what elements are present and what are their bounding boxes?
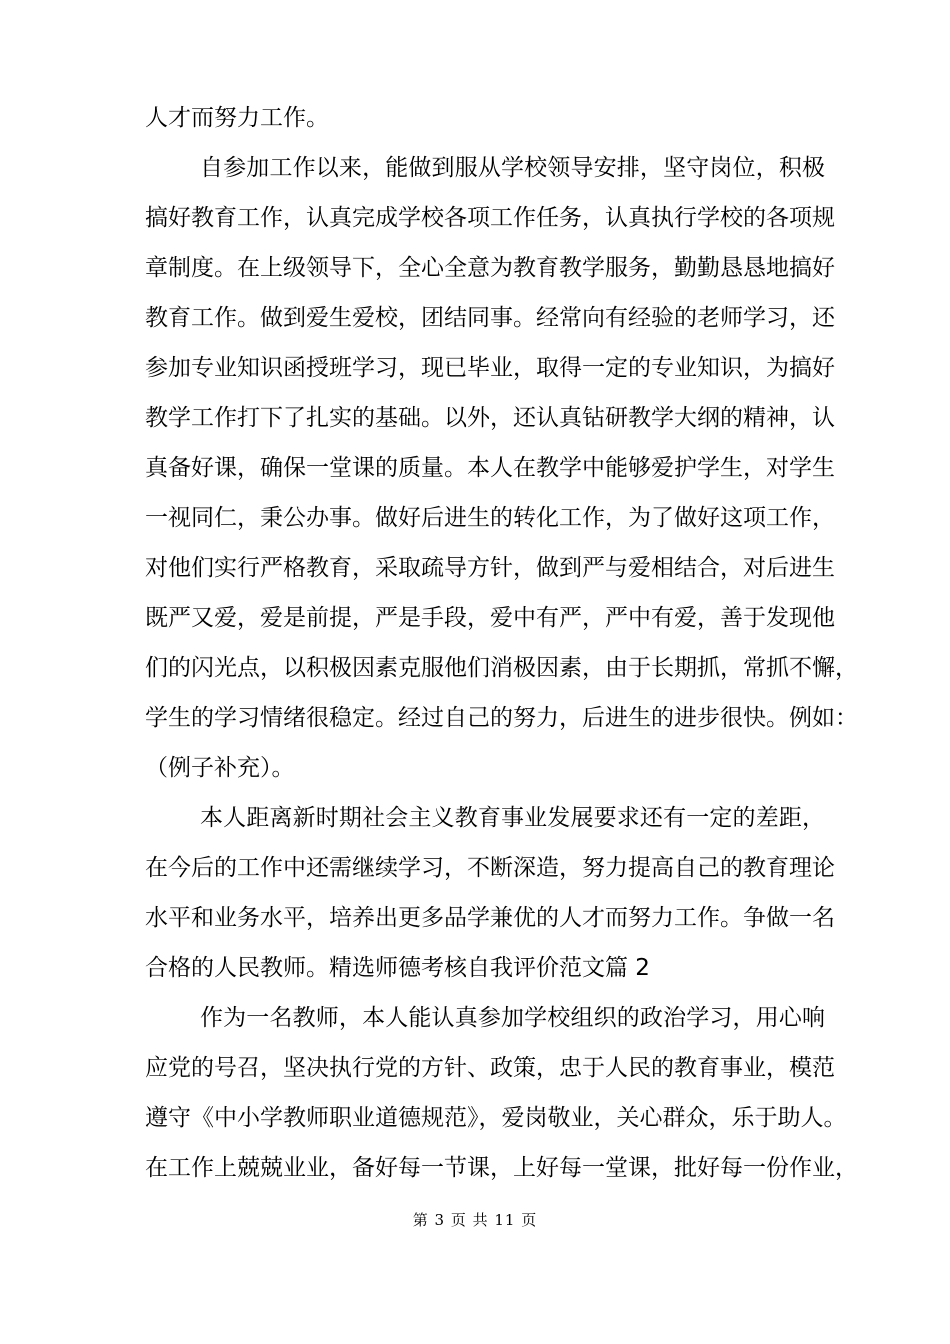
text-line: 在今后的工作中还需继续学习，不断深造，努力提高自己的教育理论 (145, 855, 835, 881)
text-line: 搞好教育工作，认真完成学校各项工作任务，认真执行学校的各项规 (145, 205, 835, 231)
text-line: 在工作上兢兢业业，备好每一节课，上好每一堂课，批好每一份作业， (145, 1155, 858, 1181)
text-line: 遵守《中小学教师职业道德规范》，爱岗敬业，关心群众，乐于助人。 (145, 1105, 847, 1131)
paragraph-start-line: 本人距离新时期社会主义教育事业发展要求还有一定的差距， (200, 805, 825, 831)
text-line: 人才而努力工作。 (145, 105, 329, 131)
text-line: 合格的人民教师。精选师德考核自我评价范文篇 2 (145, 955, 650, 981)
text-line: 既严又爱，爱是前提，严是手段，爱中有严，严中有爱，善于发现他 (145, 605, 835, 631)
text-line: 教育工作。做到爱生爱校，团结同事。经常向有经验的老师学习，还 (145, 305, 835, 331)
text-line: （例子补充）。 (145, 755, 295, 781)
text-line: 对他们实行严格教育，采取疏导方针，做到严与爱相结合，对后进生 (145, 555, 835, 581)
page-number-footer: 第 3 页 共 11 页 (412, 1211, 538, 1229)
text-line: 们的闪光点，以积极因素克服他们消极因素，由于长期抓，常抓不懈， (145, 655, 858, 681)
text-line: 参加专业知识函授班学习，现已毕业，取得一定的专业知识，为搞好 (145, 355, 835, 381)
text-line: 应党的号召，坚决执行党的方针、政策，忠于人民的教育事业，模范 (145, 1055, 835, 1081)
text-line: 教学工作打下了扎实的基础。以外，还认真钻研教学大纲的精神，认 (145, 405, 835, 431)
paragraph-start-line: 作为一名教师，本人能认真参加学校组织的政治学习，用心响 (200, 1005, 825, 1031)
paragraph-start-line: 自参加工作以来，能做到服从学校领导安排，坚守岗位，积极 (200, 155, 825, 181)
text-line: 学生的学习情绪很稳定。经过自己的努力，后进生的进步很快。例如： (145, 705, 858, 731)
text-line: 一视同仁，秉公办事。做好后进生的转化工作，为了做好这项工作， (145, 505, 835, 531)
text-line: 水平和业务水平，培养出更多品学兼优的人才而努力工作。争做一名 (145, 905, 835, 931)
text-line: 真备好课，确保一堂课的质量。本人在教学中能够爱护学生，对学生 (145, 455, 835, 481)
text-line: 章制度。在上级领导下，全心全意为教育教学服务，勤勤恳恳地搞好 (145, 255, 835, 281)
